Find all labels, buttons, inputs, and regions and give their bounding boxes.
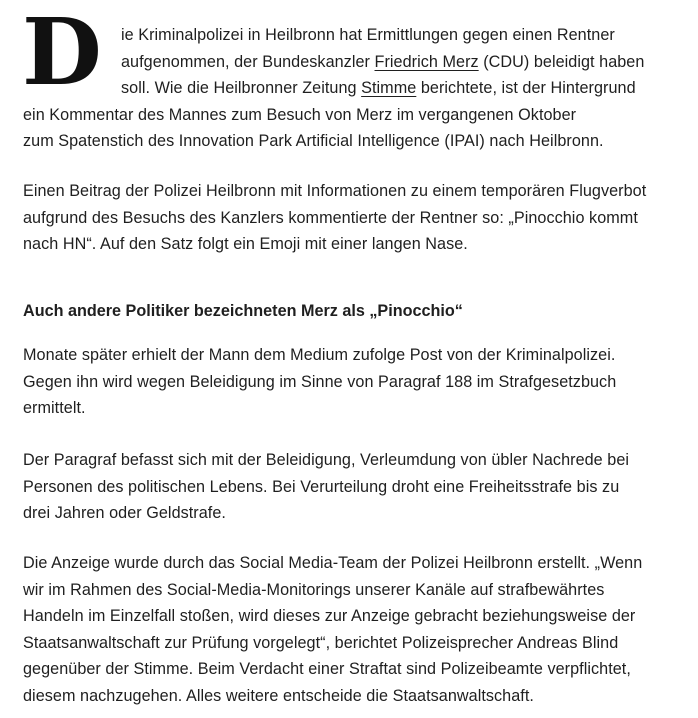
text-line: Personen des politischen Lebens. Bei Verurteilung droht eine Freiheitsstrafe bis zu	[23, 477, 620, 496]
text-line: gegenüber der Stimme. Beim Verdacht einer Straftat sind Polizeibeamte verpflichtet,	[23, 660, 631, 678]
text-line: drei Jahren oder Geldstrafe.	[23, 504, 226, 522]
text-line: wir im Rahmen des Social-Media-Monitorings unserer Kanäle auf strafbewährtes	[23, 580, 605, 599]
text-line: Der Paragraf befasst sich mit der Beleidigung, Verleumdung von übler Nachrede bei	[23, 451, 630, 469]
text-line: Monate später erhielt der Mann dem Medium zufolge Post von der Kriminalpolizei.	[23, 346, 616, 364]
text-line: soll. Wie die Heilbronner Zeitung Stimme berichtete, ist der Hintergrund	[121, 79, 636, 97]
text-line: aufgenommen, der Bundeskanzler Friedrich Merz (CDU) beleidigt haben	[121, 52, 645, 71]
paragraph-intro	[23, 22, 695, 155]
link-stimme[interactable]: Stimme	[361, 79, 417, 97]
text-line: diesem nachzugehen. Alles weitere entscheide die Staatsanwaltschaft.	[23, 686, 534, 705]
link-friedrich-merz[interactable]: Friedrich Merz	[374, 52, 479, 71]
text-line: ie Kriminalpolizei in Heilbronn hat Ermittlungen gegen einen Rentner	[121, 26, 615, 44]
text-line: ein Kommentar des Mannes zum Besuch von Merz im vergangenen Oktober	[23, 105, 577, 124]
text-line: Einen Beitrag der Polizei Heilbronn mit Informationen zu einem temporären Flugverbot	[23, 182, 647, 200]
section-heading: Auch andere Politiker bezeichneten Merz als „Pinocchio“	[23, 302, 463, 320]
text-line: aufgrund des Besuchs des Kanzlers kommentierte der Rentner so: „Pinocchio kommt	[23, 208, 638, 227]
text-line: zum Spatenstich des Innovation Park Artificial Intelligence (IPAI) nach Heilbronn.	[23, 132, 604, 150]
paragraph-social-media-team	[23, 550, 695, 709]
paragraph-flight-ban	[23, 178, 695, 258]
text-line: nach HN“. Auf den Satz folgt ein Emoji mit einer langen Nase.	[23, 235, 468, 253]
text-line: Staatsanwaltschaft zur Prüfung vorgelegt“, berichtet Polizeisprecher Andreas Blind	[23, 633, 619, 652]
text-line: Gegen ihn wird wegen Beleidigung im Sinne von Paragraf 188 im Strafgesetzbuch	[23, 372, 617, 391]
text-line: ermittelt.	[23, 399, 86, 417]
text-line: Handeln im Einzelfall stoßen, wird dieses zur Anzeige gebracht beziehungsweise der	[23, 607, 636, 625]
paragraph-investigation	[23, 342, 695, 422]
text-line: Die Anzeige wurde durch das Social Media-Team der Polizei Heilbronn erstellt. „Wenn	[23, 554, 643, 572]
paragraph-paragraph-188	[23, 447, 695, 527]
drop-cap: D	[22, 0, 102, 106]
